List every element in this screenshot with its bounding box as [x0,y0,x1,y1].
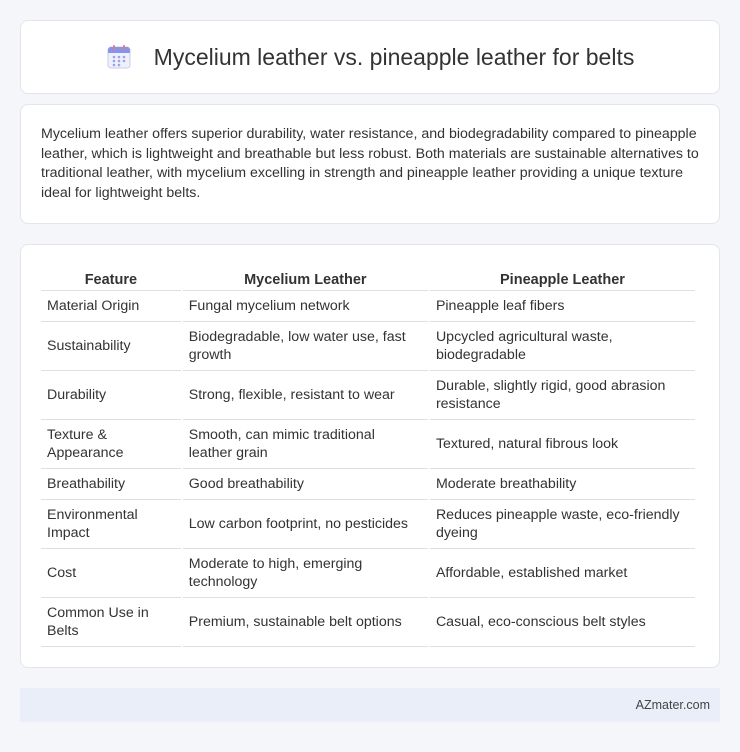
feature-cell: Common Use in Belts [41,598,181,647]
title-card [20,20,720,94]
footer-bar [20,688,720,722]
table-header-row [41,265,695,291]
mycelium-cell: Biodegradable, low water use, fast growth [183,322,428,371]
pineapple-cell: Reduces pineapple waste, eco-friendly dyeing [430,500,695,549]
pineapple-cell: Moderate breathability [430,469,695,500]
mycelium-cell: Good breathability [183,469,428,500]
comparison-table-card [20,244,720,668]
pineapple-cell: Casual, eco-conscious belt styles [430,598,695,647]
comparison-table [39,265,697,647]
table-row [41,598,695,647]
page-title: Mycelium leather vs. pineapple leather for belts [153,43,635,70]
mycelium-cell: Fungal mycelium network [183,291,428,322]
mycelium-cell: Premium, sustainable belt options [183,598,428,647]
table-row [41,371,695,420]
pineapple-cell: Textured, natural fibrous look [430,420,695,469]
feature-cell: Environmental Impact [41,500,181,549]
feature-cell: Cost [41,549,181,598]
header-feature: Feature [41,265,181,291]
table-row [41,322,695,371]
calendar-icon [106,44,132,70]
header-pineapple-leather: Pineapple Leather [430,265,695,291]
feature-cell: Sustainability [41,322,181,371]
header-mycelium-leather: Mycelium Leather [183,265,428,291]
summary-card [20,104,720,224]
pineapple-cell: Upcycled agricultural waste, biodegradable [430,322,695,371]
feature-cell: Durability [41,371,181,420]
table-row [41,549,695,598]
table-row [41,469,695,500]
feature-cell: Breathability [41,469,181,500]
mycelium-cell: Smooth, can mimic traditional leather grain [183,420,428,469]
feature-cell: Material Origin [41,291,181,322]
pineapple-cell: Durable, slightly rigid, good abrasion resistance [430,371,695,420]
pineapple-cell: Affordable, established market [430,549,695,598]
table-row [41,420,695,469]
feature-cell: Texture & Appearance [41,420,181,469]
mycelium-cell: Low carbon footprint, no pesticides [183,500,428,549]
mycelium-cell: Moderate to high, emerging technology [183,549,428,598]
table-row [41,500,695,549]
footer-brand[interactable]: AZmater.com [635,698,710,712]
pineapple-cell: Pineapple leaf fibers [430,291,695,322]
mycelium-cell: Strong, flexible, resistant to wear [183,371,428,420]
table-row [41,291,695,322]
summary-text: Mycelium leather offers superior durability, water resistance, and biodegradability compared to pineapple leather, which is lightweight and breathable but less robust. Both materials are sustainable alternatives to traditional leather, with mycelium excelling in strength and pineapple leather providing a unique texture ideal for lightweight belts. [41,126,699,201]
